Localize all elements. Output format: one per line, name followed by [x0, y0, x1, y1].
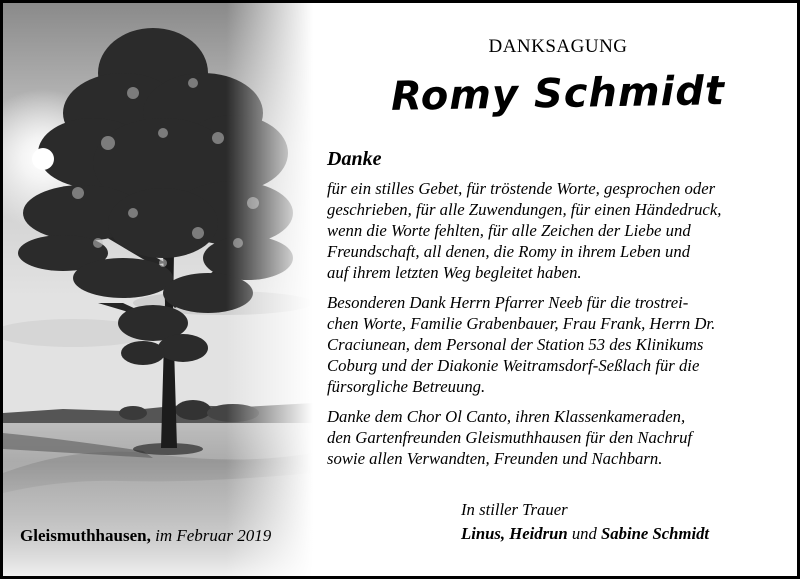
mourning-line: In stiller Trauer	[461, 500, 568, 519]
thanks-intro: Danke	[327, 148, 382, 170]
paragraph-2	[327, 292, 767, 397]
mourners-names-2: Sabine Schmidt	[601, 524, 710, 543]
signature-block	[461, 498, 709, 546]
thanks-text	[327, 178, 767, 478]
text-line: geschrieben, für alle Zuwendungen, für einen Händedruck,	[327, 200, 722, 219]
text-line: für ein stilles Gebet, für tröstende Worte, gesprochen oder	[327, 179, 716, 198]
text-line: Freundschaft, all denen, die Romy in ihrem Leben und	[327, 242, 691, 261]
text-line: Craciunean, dem Personal der Station 53 des Klinikums	[327, 335, 704, 354]
deceased-name: Romy Schmidt	[390, 68, 726, 120]
place-name: Gleismuthhausen,	[20, 526, 151, 545]
paragraph-3	[327, 406, 767, 469]
text-line: fürsorgliche Betreuung.	[327, 377, 486, 396]
notice-heading: DANKSAGUNG	[488, 36, 628, 57]
text-line: sowie allen Verwandten, Freunden und Nachbarn.	[327, 449, 663, 468]
mourners-names-1: Linus, Heidrun	[461, 524, 568, 543]
text-line: Besonderen Dank Herrn Pfarrer Neeb für die trostrei-	[327, 293, 689, 312]
mourners-line	[461, 522, 709, 546]
text-line: chen Worte, Familie Grabenbauer, Frau Frank, Herrn Dr.	[327, 314, 716, 333]
text-line: den Gartenfreunden Gleismuthhausen für den Nachruf	[327, 428, 693, 447]
mourners-and: und	[571, 524, 597, 543]
text-line: Coburg und der Diakonie Weitramsdorf-Seßlach für die	[327, 356, 700, 375]
text-line: auf ihrem letzten Weg begleitet haben.	[327, 263, 582, 282]
text-line: Danke dem Chor Ol Canto, ihren Klassenkameraden,	[327, 407, 686, 426]
paragraph-1	[327, 178, 767, 283]
date-text: im Februar 2019	[155, 526, 272, 545]
tree-photo	[3, 3, 313, 576]
place-date-line	[20, 526, 271, 546]
text-line: wenn die Worte fehlten, für alle Zeichen der Liebe und	[327, 221, 691, 240]
